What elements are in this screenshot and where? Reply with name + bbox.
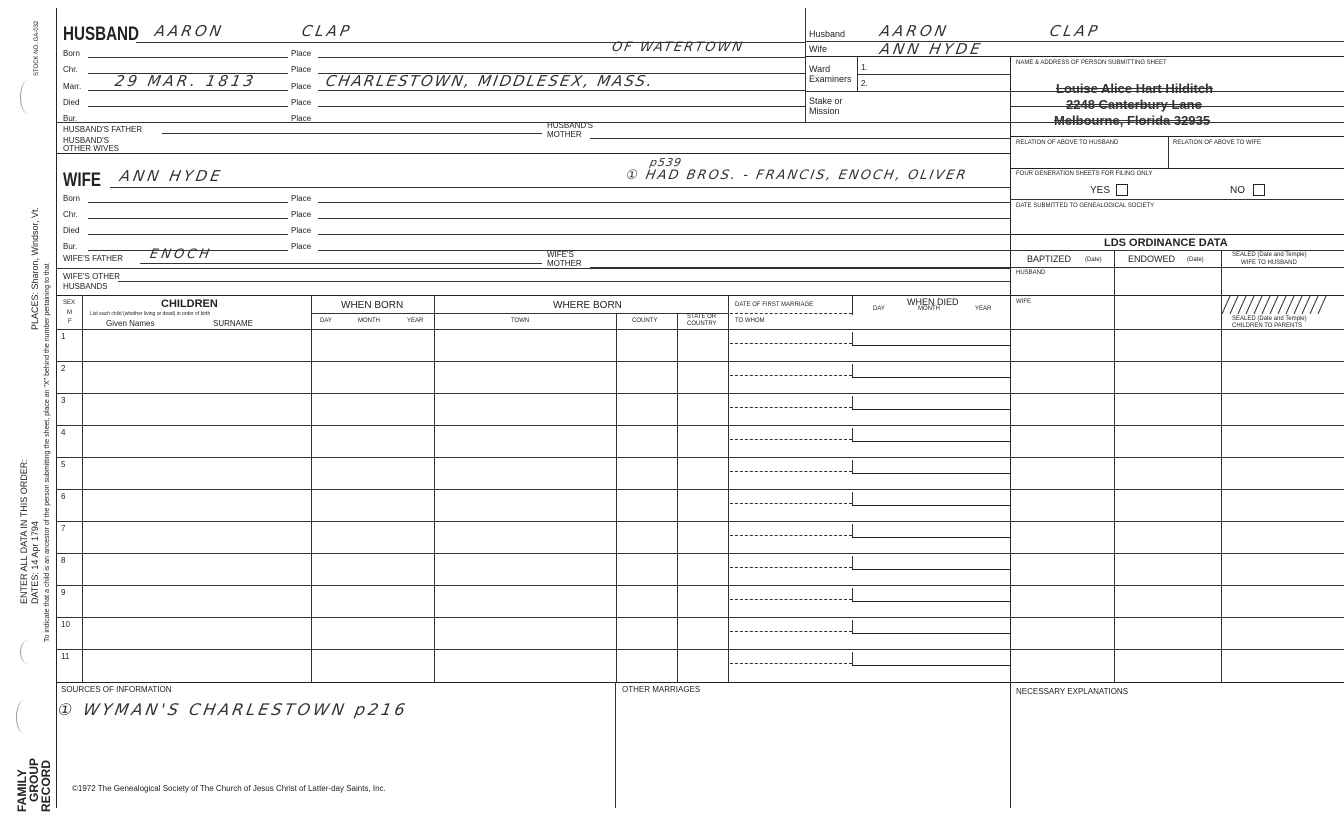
row-died-bracket [852,396,853,409]
row-divider [56,457,1344,458]
date-submitted-bottom [1010,234,1344,235]
born-year-label: YEAR [407,318,424,324]
row-died-bracket [852,364,853,377]
row-marriage-date-line [730,439,852,440]
husband-born-label: Born [63,49,80,58]
wife-name-line [110,187,1010,188]
record-title-line-2: GROUP [27,757,41,802]
places-instruction: PLACES: Sharon, Windsor, Vt. [30,206,40,330]
row-died-bracket [852,460,853,473]
stake-label-2: Mission [809,106,840,116]
husband-bur-label: Bur. [63,114,78,123]
died-year-label: YEAR [975,306,992,312]
husband-section-bottom [56,153,1010,154]
row-died-bracket [852,428,853,441]
lds-wife-row-label: WIFE [1016,299,1031,305]
husband-born-place-line [318,57,805,58]
row-died-bracket [852,524,853,537]
wife-bur-label: Bur. [63,242,78,251]
state-label-2: COUNTRY [687,321,717,327]
wife-died-line [88,234,288,235]
explanations-label: NECESSARY EXPLANATIONS [1016,687,1129,696]
row-divider [56,361,1344,362]
husband-born-place-label: Place [291,49,312,58]
wife-died-label: Died [63,226,80,235]
punch-hole-top [20,80,37,114]
row-died-line [852,505,1010,506]
row-died-line [852,633,1010,634]
footer-divider [615,682,616,808]
where-born-label: WHERE BORN [553,300,622,311]
husband-marr-place-line [318,90,805,91]
row-died-line [852,345,1010,346]
submitter-name: Louise Alice Hart Hilditch [1056,81,1213,96]
wife-other-husbands-line [118,281,1010,282]
wife-born-place-label: Place [291,194,312,203]
husband-mother-label-2: MOTHER [547,130,582,139]
row-died-bracket [852,588,853,601]
left-border [56,8,57,808]
relation-husband-label: RELATION OF ABOVE TO HUSBAND [1016,140,1119,146]
born-day-label: DAY [320,318,332,324]
husband-died-place-label: Place [291,98,312,107]
born-month-label: MONTH [358,318,380,324]
punch-hole-bottom [16,700,33,734]
husband-heading: HUSBAND [63,24,139,45]
no-checkbox[interactable] [1253,184,1265,196]
wife-heading: WIFE [63,170,101,191]
wife-bur-place-line [318,250,1010,251]
copyright: ©1972 The Genealogical Society of The Church of Jesus Christ of Latter-day Saints, Inc. [72,784,386,793]
enter-order-instruction: ENTER ALL DATA IN THIS ORDER: [19,459,29,604]
right-husband-first: AARON [878,22,951,40]
husband-died-place-line [318,106,805,107]
examiner-2-line [805,91,1010,92]
submitter-heading: NAME & ADDRESS OF PERSON SUBMITTING SHEET [1016,60,1167,66]
record-title-line-3: RECORD [39,759,53,812]
wife-other-husbands-label-2: HUSBANDS [63,282,108,291]
sealed-children-label-1: SEALED (Date and Temple) [1232,316,1307,322]
wife-mother-label-2: MOTHER [547,259,582,268]
wife-mother-label-1: WIFE'S [547,250,574,259]
other-marriages-label: OTHER MARRIAGES [622,685,701,694]
row-marriage-date-line [730,375,852,376]
row-number: 10 [61,620,70,629]
col-town-divider [616,313,617,682]
wife-note: ① HAD BROS. - FRANCIS, ENOCH, OLIVER [624,168,969,183]
submitter-bottom [1010,136,1344,137]
row-divider [56,489,1344,490]
wife-name: ANN HYDE [118,167,225,185]
wife-parents-bottom [56,268,1010,269]
row-divider [56,425,1344,426]
relation-divider [1168,136,1169,168]
sealed-wife-label-1: SEALED (Date and Temple) [1232,252,1307,258]
when-born-underline [311,313,434,314]
row-number: 11 [61,652,70,661]
date-submitted-label: DATE SUBMITTED TO GENEALOGICAL SOCIETY [1016,203,1155,209]
husband-other-wives-label-1: HUSBAND'S [63,136,109,145]
row-divider [56,521,1344,522]
row-died-line [852,441,1010,442]
row-died-line [852,473,1010,474]
row-number: 7 [61,524,66,533]
husband-name-last: CLAP [300,22,354,40]
husband-marr-line [88,90,288,91]
row-number: 9 [61,588,66,597]
wife-born-label: Born [63,194,80,203]
row-divider [56,585,1344,586]
husband-father-line [162,133,542,134]
row-died-line [852,569,1010,570]
sex-label: SEX [63,300,76,306]
row-died-line [852,409,1010,410]
wife-bur-place-label: Place [291,242,312,251]
row-died-bracket [852,652,853,665]
row-divider [56,617,1344,618]
wife-other-husbands-label-1: WIFE'S OTHER [63,272,121,281]
died-month-label: MONTH [918,306,940,312]
record-title-line-1: FAMILY [15,769,29,812]
where-born-underline [434,313,728,314]
submitter-street: 2248 Canterbury Lane [1066,97,1202,112]
row-number: 8 [61,556,66,565]
four-generation-label: FOUR GENERATION SHEETS FOR FILING ONLY [1016,171,1153,177]
row-divider [56,553,1344,554]
husband-father-label: HUSBAND'S FATHER [63,125,143,134]
wife-died-place-line [318,234,1010,235]
wife-chr-place-label: Place [291,210,312,219]
county-label: COUNTY [632,318,658,324]
children-note: List each child (whether living or dead) in order of birth [90,311,211,317]
relation-bottom [1010,168,1344,169]
town-label: TOWN [511,318,530,324]
row-marriage-date-line [730,567,852,568]
first-marriage-label: DATE OF FIRST MARRIAGE [735,302,814,308]
children-heading: CHILDREN [161,298,218,310]
wife-note-ref: p539 [648,156,684,169]
sources-entry: ① WYMAN'S CHARLESTOWN p216 [56,700,410,719]
row-died-line [852,537,1010,538]
right-wife-label: Wife [809,44,827,54]
row-divider [56,649,1344,650]
died-day-label: DAY [873,306,885,312]
submitter-line-2 [1010,106,1344,107]
when-died-label: WHEN DIED [907,297,959,307]
first-marriage-dash [730,313,852,314]
husband-born-line [88,57,288,58]
lds-heading-line [1010,250,1344,251]
dates-instruction: DATES: 14 Apr 1794 [30,521,40,604]
row-died-line [852,665,1010,666]
lds-husband-row-label: HUSBAND [1016,270,1046,276]
right-wife-line [805,56,1344,57]
row-died-line [852,601,1010,602]
row-number: 2 [61,364,66,373]
sex-f: F [68,319,72,325]
relation-wife-label: RELATION OF ABOVE TO WIFE [1173,140,1262,146]
ward-label: Ward [809,64,831,74]
row-marriage-date-line [730,407,852,408]
husband-marr-place: CHARLESTOWN, MIDDLESEX, MASS. [324,72,656,90]
yes-label: YES [1090,185,1111,196]
yes-checkbox[interactable] [1116,184,1128,196]
baptized-label: BAPTIZED [1027,254,1072,264]
sex-m: M [67,310,72,316]
wife-chr-label: Chr. [63,210,78,219]
row-divider [56,393,1344,394]
table-header-bottom [56,329,1344,330]
right-wife: ANN HYDE [878,40,985,58]
row-marriage-date-line [730,503,852,504]
row-died-bracket [852,492,853,505]
sealed-hatch-pattern [1222,296,1329,314]
row-marriage-date-line [730,343,852,344]
husband-other-wives-label-2: OTHER WIVES [63,144,120,153]
row-marriage-date-line [730,663,852,664]
row-number: 3 [61,396,66,405]
col-county-divider [677,313,678,682]
husband-marr-place-label: Place [291,82,312,91]
col-marriage-divider [852,295,853,315]
table-bottom [56,682,1344,683]
stock-number: STOCK NO. GA-032 [34,20,40,76]
husband-born-place: OF WATERTOWN [610,40,746,55]
wife-father: ENOCH [148,247,214,262]
examiner-1: 1. [861,63,868,72]
row-died-line [852,377,1010,378]
wife-father-line [140,263,542,264]
top-right-divider [805,8,806,122]
row-marriage-date-line [730,631,852,632]
stake-label-1: Stake or [809,96,843,106]
row-died-bracket [852,332,853,345]
endowed-label: ENDOWED [1128,254,1175,264]
wife-chr-line [88,218,288,219]
husband-mother-label-1: HUSBAND'S [547,121,593,130]
husband-marr-label: Marr. [63,82,82,91]
husband-chr-label: Chr. [63,65,78,74]
given-names-label: Given Names [106,319,155,328]
to-whom-label: TO WHOM [735,318,765,324]
husband-bur-place-label: Place [291,114,312,123]
sealed-children-label-2: CHILDREN TO PARENTS [1232,323,1303,329]
row-number: 6 [61,492,66,501]
husband-parents-top-line [56,122,1010,123]
husband-marr-date: 29 MAR. 1813 [113,72,258,90]
surname-label: SURNAME [213,319,254,328]
baptized-date-label: (Date) [1085,257,1102,263]
wife-father-label: WIFE'S FATHER [63,254,124,263]
examiners-label: Examiners [809,74,852,84]
row-marriage-date-line [730,471,852,472]
examiner-2: 2. [861,79,868,88]
right-husband-last: CLAP [1048,22,1102,40]
ancestor-note: To indicate that a child is an ancestor of the person submitting the sheet, place an "X" behind the number pertaining to that [44,263,51,642]
row-marriage-date-line [730,599,852,600]
right-husband-label: Husband [809,29,846,39]
endowed-date-label: (Date) [1187,257,1204,263]
no-label: NO [1230,185,1245,196]
lds-heading: LDS ORDINANCE DATA [1104,237,1228,249]
sealed-wife-label-2: WIFE TO HUSBAND [1241,260,1297,266]
state-label-1: STATE OR [687,314,717,320]
husband-died-label: Died [63,98,80,107]
submitter-city: Melbourne, Florida 32935 [1054,113,1211,128]
examiner-1-line [857,74,1010,75]
lds-subheading-line [1010,267,1344,268]
husband-mother-line [590,138,1010,139]
when-born-label: WHEN BORN [341,300,404,311]
husband-name-first: AARON [153,22,226,40]
wife-chr-place-line [318,218,1010,219]
wife-born-place-line [318,202,1010,203]
punch-hole-middle [20,640,37,664]
row-marriage-date-line [730,535,852,536]
husband-chr-place-label: Place [291,65,312,74]
wife-section-bottom [56,295,1344,296]
row-number: 5 [61,460,66,469]
four-gen-bottom [1010,199,1344,200]
row-died-bracket [852,620,853,633]
row-number: 4 [61,428,66,437]
submitter-line-1 [1010,91,1344,92]
wife-born-line [88,202,288,203]
row-number: 1 [61,332,66,341]
wife-died-place-label: Place [291,226,312,235]
sources-label: SOURCES OF INFORMATION [61,685,172,694]
submitter-line-3 [1010,122,1344,123]
husband-died-line [88,106,288,107]
row-died-bracket [852,556,853,569]
